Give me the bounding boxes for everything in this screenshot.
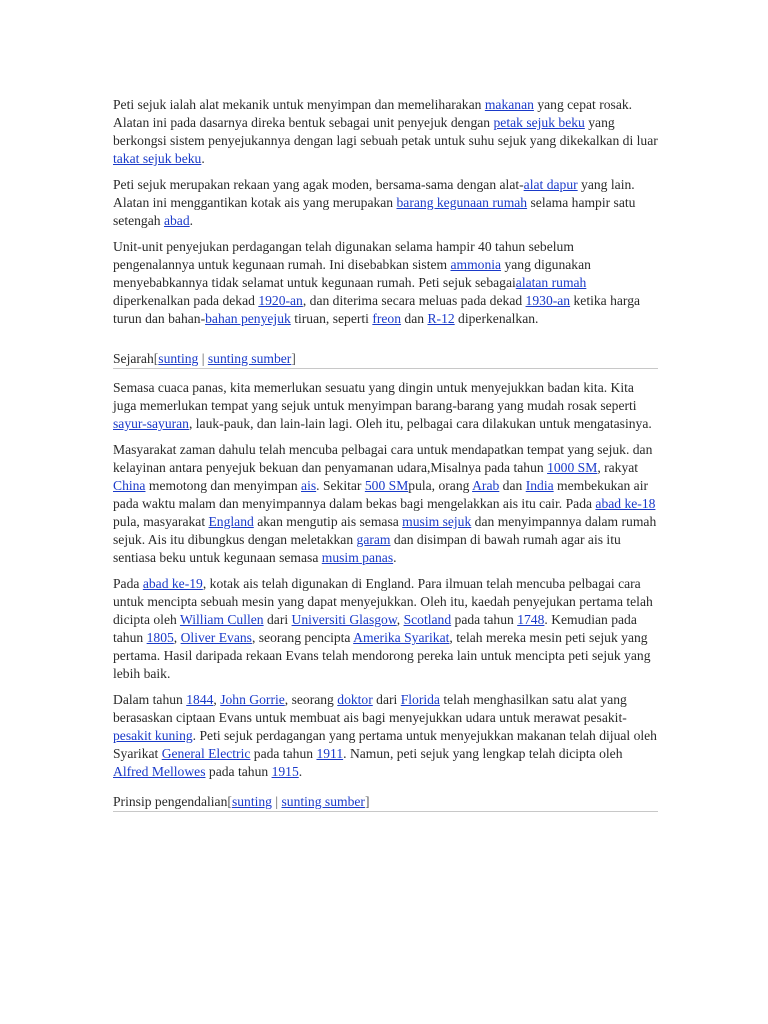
article-link[interactable]: China xyxy=(113,478,146,493)
edit-source-link[interactable]: sunting sumber xyxy=(281,794,365,809)
paragraph-text: Peti sejuk merupakan rekaan yang agak moden, bersama-sama dengan alat- xyxy=(113,177,524,192)
article-link[interactable]: alat dapur xyxy=(523,177,578,192)
paragraph xyxy=(113,96,658,168)
paragraph-text: Peti sejuk ialah alat mekanik untuk menyimpan dan memeliharakan xyxy=(113,97,485,112)
article-link[interactable]: abad ke-18 xyxy=(595,496,656,511)
paragraph-text: . Namun, peti sejuk yang lengkap telah dicipta oleh xyxy=(343,746,623,761)
article-link[interactable]: R-12 xyxy=(427,311,455,326)
paragraph-text: , xyxy=(213,692,221,707)
article-link[interactable]: ais xyxy=(301,478,317,493)
article-link[interactable]: makanan xyxy=(484,97,534,112)
article-link[interactable]: petak sejuk beku xyxy=(493,115,585,130)
article-link[interactable]: 1920-an xyxy=(258,293,303,308)
article-link[interactable]: Universiti Glasgow xyxy=(291,612,397,627)
article-link[interactable]: 1748 xyxy=(517,612,545,627)
article-link[interactable]: musim sejuk xyxy=(402,514,472,529)
article-link[interactable]: Alfred Mellowes xyxy=(113,764,206,779)
paragraph-text: dan disimpan di bawah rumah agar ais itu sentiasa beku untuk kegunaan semasa xyxy=(113,532,621,565)
article-link[interactable]: 1915 xyxy=(271,764,299,779)
sejarah-section xyxy=(113,379,658,781)
paragraph xyxy=(113,691,658,781)
paragraph-text: . Sekitar xyxy=(316,478,365,493)
article-link[interactable]: takat sejuk beku xyxy=(113,151,202,166)
article-link[interactable]: garam xyxy=(356,532,391,547)
paragraph xyxy=(113,575,658,683)
intro-section xyxy=(113,96,658,328)
article-link[interactable]: General Electric xyxy=(161,746,251,761)
article-link[interactable]: musim panas xyxy=(321,550,394,565)
article-link[interactable]: John Gorrie xyxy=(220,692,285,707)
article-link[interactable]: 1844 xyxy=(186,692,214,707)
paragraph-text: pada tahun xyxy=(205,764,272,779)
article-link[interactable]: 1805 xyxy=(146,630,174,645)
paragraph-text: membekukan air pada waktu malam dan menyimpannya dalam bekas bagi mengelakkan ais itu cair. Pada xyxy=(113,478,649,511)
paragraph-text: dan menyimpannya dalam rumah sejuk. Ais itu dibungkus dengan meletakkan xyxy=(113,514,657,547)
article-link[interactable]: William Cullen xyxy=(179,612,264,627)
paragraph-text: yang digunakan menyebabkannya tidak selamat untuk kegunaan rumah. Peti sejuk sebagai xyxy=(113,257,591,290)
paragraph-text: , rakyat xyxy=(597,460,639,475)
article-link[interactable]: Florida xyxy=(400,692,440,707)
article-link[interactable]: England xyxy=(208,514,254,529)
article-link[interactable]: Oliver Evans xyxy=(180,630,252,645)
article-link[interactable]: India xyxy=(525,478,554,493)
paragraph-text: diperkenalkan pada dekad xyxy=(113,293,259,308)
paragraph-text: , seorang xyxy=(284,692,338,707)
paragraph-text: . xyxy=(201,151,205,166)
article-link[interactable]: abad ke-19 xyxy=(142,576,203,591)
section-title: Prinsip pengendalian xyxy=(113,794,228,809)
article-link[interactable]: 500 SM xyxy=(364,478,409,493)
paragraph-text: pula, masyarakat xyxy=(113,514,209,529)
paragraph-text: diperkenalkan. xyxy=(454,311,539,326)
edit-link[interactable]: sunting xyxy=(158,351,199,366)
paragraph-text: yang lain. Alatan ini menggantikan kotak ais yang merupakan xyxy=(113,177,635,210)
article-link[interactable]: abad xyxy=(163,213,190,228)
article-body xyxy=(113,96,658,822)
article-link[interactable]: 1911 xyxy=(316,746,344,761)
paragraph-text: akan mengutip ais semasa xyxy=(253,514,403,529)
paragraph-text: yang berkongsi sistem penyejukannya dengan lagi sebuah petak untuk suhu sejuk yang dikekalkan di luar xyxy=(113,115,658,148)
article-link[interactable]: ammonia xyxy=(450,257,502,272)
paragraph-text: Pada xyxy=(113,576,143,591)
paragraph xyxy=(113,379,658,433)
paragraph-text: , lauk-pauk, dan lain-lain lagi. Oleh itu, pelbagai cara dilakukan untuk mengatasinya. xyxy=(188,416,652,431)
paragraph-text: memotong dan menyimpan xyxy=(145,478,302,493)
article-link[interactable]: Scotland xyxy=(403,612,452,627)
paragraph-text: , telah mereka mesin peti sejuk yang pertama. Hasil daripada rekaan Evans telah mendorong pereka lain untuk mencipta peti sejuk yang lebih baik. xyxy=(113,630,651,681)
paragraph-text: dan xyxy=(401,311,428,326)
paragraph-text: yang cepat rosak. Alatan ini pada dasarnya direka bentuk sebagai unit penyejuk dengan xyxy=(113,97,633,130)
paragraph-text: pada tahun xyxy=(250,746,317,761)
paragraph-text: Semasa cuaca panas, kita memerlukan sesuatu yang dingin untuk menyejukkan badan kita. Kita juga memerlukan tempat yang sejuk untuk menyimpan barang-barang yang mudah rosak seperti xyxy=(113,380,637,413)
article-link[interactable]: sayur-sayuran xyxy=(113,416,189,431)
paragraph xyxy=(113,441,658,567)
paragraph-text: , xyxy=(173,630,181,645)
article-link[interactable]: 1930-an xyxy=(525,293,571,308)
article-link[interactable]: pesakit kuning xyxy=(113,728,193,743)
paragraph-text: . Peti sejuk perdagangan yang pertama untuk menyejukkan makanan telah dijual oleh Syarikat xyxy=(113,728,657,761)
paragraph xyxy=(113,238,658,328)
paragraph-text: dari xyxy=(263,612,292,627)
edit-link[interactable]: sunting xyxy=(231,794,272,809)
paragraph-text: tiruan, seperti xyxy=(290,311,373,326)
section-title: Sejarah xyxy=(113,351,154,366)
paragraph-text: pula, orang xyxy=(408,478,473,493)
paragraph-text: , xyxy=(396,612,404,627)
paragraph-text: , seorang pencipta xyxy=(251,630,354,645)
paragraph-text: dari xyxy=(372,692,401,707)
paragraph-text: Masyarakat zaman dahulu telah mencuba pelbagai cara untuk mendapatkan tempat yang sejuk. dan kelayinan antara penyejuk bekuan dan penyamanan udara,Misalnya pada tahun xyxy=(113,442,653,475)
paragraph-text: , dan diterima secara meluas pada dekad xyxy=(302,293,526,308)
paragraph-text: selama hampir satu setengah xyxy=(113,195,636,228)
article-link[interactable]: bahan penyejuk xyxy=(205,311,291,326)
paragraph-text: . xyxy=(393,550,397,565)
article-link[interactable]: barang kegunaan rumah xyxy=(396,195,528,210)
paragraph-text: Dalam tahun xyxy=(113,692,187,707)
paragraph-text: , kotak ais telah digunakan di England. Para ilmuan telah mencuba pelbagai cara untuk mencipta sebuah mesin yang dapat menyejukkan. Oleh itu, kaedah penyejukan pertama telah dicipta oleh xyxy=(113,576,653,627)
section-heading-prinsip: Prinsip pengendalian[sunting | sunting sumber] xyxy=(113,793,658,812)
paragraph-text: . Kemudian pada tahun xyxy=(113,612,637,645)
paragraph-text: ketika harga turun dan bahan- xyxy=(113,293,641,326)
paragraph-text: pada tahun xyxy=(451,612,518,627)
article-link[interactable]: alatan rumah xyxy=(515,275,587,290)
paragraph-text: Unit-unit penyejukan perdagangan telah digunakan selama hampir 40 tahun sebelum pengenalannya untuk kegunaan rumah. Ini disebabkan sistem xyxy=(113,239,574,272)
edit-source-link[interactable]: sunting sumber xyxy=(207,351,292,366)
article-link[interactable]: Amerika Syarikat xyxy=(353,630,450,645)
section-heading-sejarah: Sejarah[sunting | sunting sumber] xyxy=(113,350,658,369)
article-link[interactable]: freon xyxy=(372,311,402,326)
article-link[interactable]: doktor xyxy=(337,692,373,707)
paragraph-text: . xyxy=(298,764,303,779)
paragraph xyxy=(113,176,658,230)
paragraph-text: . xyxy=(189,213,194,228)
paragraph-text: dan xyxy=(499,478,526,493)
article-link[interactable]: Arab xyxy=(472,478,500,493)
paragraph-text: telah menghasilkan satu alat yang berasaskan ciptaan Evans untuk membuat ais bagi menyejukkan udara untuk merawat pesakit- xyxy=(113,692,627,725)
article-link[interactable]: 1000 SM xyxy=(547,460,598,475)
